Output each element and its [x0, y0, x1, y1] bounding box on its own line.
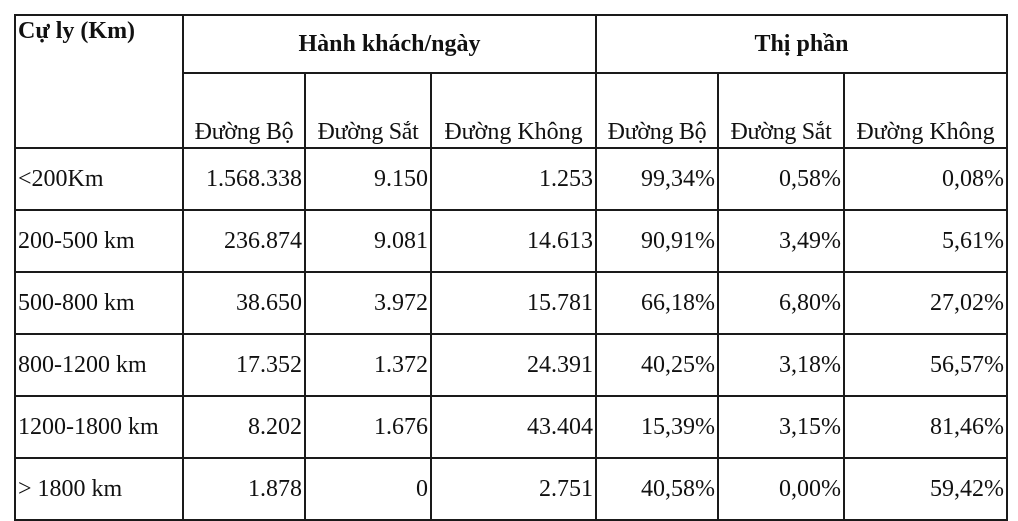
passengers-air-cell: 24.391 — [431, 334, 596, 396]
share-air-cell: 56,57% — [844, 334, 1007, 396]
distance-range-cell: > 1800 km — [15, 458, 183, 520]
table-row — [15, 458, 1007, 520]
distance-range-cell: 800-1200 km — [15, 334, 183, 396]
passengers-rail-cell: 9.081 — [305, 210, 431, 272]
share-rail-cell: 3,49% — [718, 210, 844, 272]
share-road-cell: 66,18% — [596, 272, 718, 334]
passengers-air-header: Đường Không — [431, 73, 596, 148]
passengers-air-cell: 43.404 — [431, 396, 596, 458]
passengers-air-cell: 14.613 — [431, 210, 596, 272]
share-road-cell: 40,58% — [596, 458, 718, 520]
passengers-road-cell: 1.878 — [183, 458, 305, 520]
distance-range-cell: 500-800 km — [15, 272, 183, 334]
share-air-header: Đường Không — [844, 73, 1007, 148]
passengers-road-cell: 236.874 — [183, 210, 305, 272]
share-rail-cell: 3,15% — [718, 396, 844, 458]
share-air-cell: 59,42% — [844, 458, 1007, 520]
distance-range-cell: <200Km — [15, 148, 183, 210]
distance-range-cell: 200-500 km — [15, 210, 183, 272]
share-air-cell: 5,61% — [844, 210, 1007, 272]
share-road-header: Đường Bộ — [596, 73, 718, 148]
passengers-rail-cell: 3.972 — [305, 272, 431, 334]
passengers-road-cell: 38.650 — [183, 272, 305, 334]
table-row — [15, 210, 1007, 272]
passengers-rail-cell: 1.676 — [305, 396, 431, 458]
share-road-cell: 90,91% — [596, 210, 718, 272]
table-row — [15, 396, 1007, 458]
share-road-cell: 15,39% — [596, 396, 718, 458]
share-air-cell: 81,46% — [844, 396, 1007, 458]
passengers-rail-cell: 0 — [305, 458, 431, 520]
passengers-per-day-header: Hành khách/ngày — [183, 15, 596, 73]
header-row-groups — [15, 15, 1007, 73]
passengers-rail-cell: 1.372 — [305, 334, 431, 396]
passengers-road-cell: 17.352 — [183, 334, 305, 396]
share-rail-header: Đường Sắt — [718, 73, 844, 148]
table-row — [15, 148, 1007, 210]
table-row — [15, 272, 1007, 334]
passengers-air-cell: 1.253 — [431, 148, 596, 210]
market-share-header: Thị phần — [596, 15, 1007, 73]
distance-range-cell: 1200-1800 km — [15, 396, 183, 458]
share-air-cell: 27,02% — [844, 272, 1007, 334]
distance-header: Cự ly (Km) — [15, 15, 183, 148]
share-air-cell: 0,08% — [844, 148, 1007, 210]
table-row — [15, 334, 1007, 396]
passengers-air-cell: 2.751 — [431, 458, 596, 520]
passengers-rail-header: Đường Sắt — [305, 73, 431, 148]
share-rail-cell: 0,00% — [718, 458, 844, 520]
share-rail-cell: 3,18% — [718, 334, 844, 396]
passenger-share-table — [14, 14, 1008, 521]
passengers-road-cell: 8.202 — [183, 396, 305, 458]
passengers-road-header: Đường Bộ — [183, 73, 305, 148]
passengers-rail-cell: 9.150 — [305, 148, 431, 210]
share-road-cell: 40,25% — [596, 334, 718, 396]
share-rail-cell: 6,80% — [718, 272, 844, 334]
share-road-cell: 99,34% — [596, 148, 718, 210]
passengers-air-cell: 15.781 — [431, 272, 596, 334]
passengers-road-cell: 1.568.338 — [183, 148, 305, 210]
share-rail-cell: 0,58% — [718, 148, 844, 210]
